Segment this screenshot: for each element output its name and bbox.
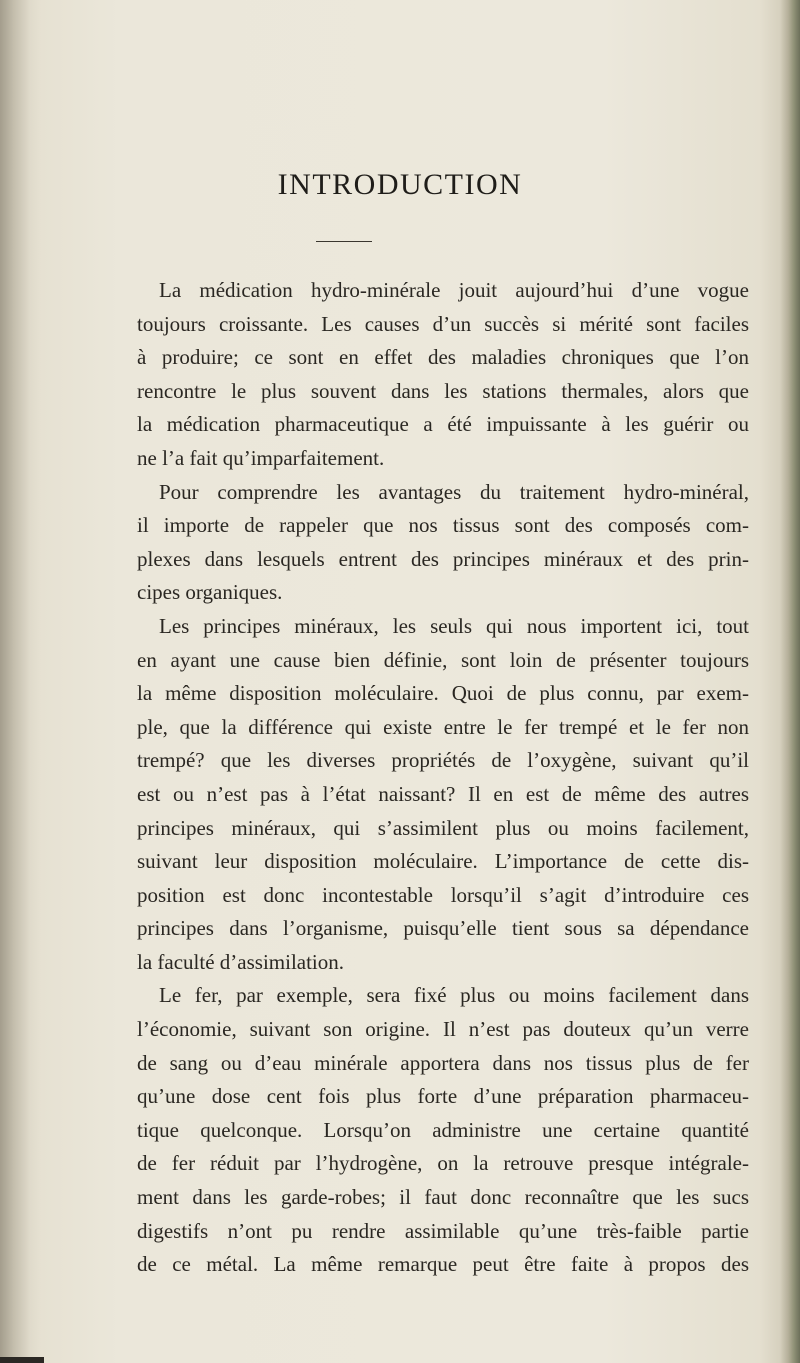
text-line: à produire; ce sont en effet des maladies chroniques que l’on <box>137 345 749 370</box>
text-line: La médication hydro-minérale jouit aujourd’hui d’une vogue <box>159 278 749 302</box>
text-line: la faculté d’assimilation. <box>137 949 345 974</box>
text-line: il importe de rappeler que nos tissus sont des composés com- <box>137 513 749 538</box>
text-line: Les principes minéraux, les seuls qui nous importent ici, tout <box>159 613 749 638</box>
title-rule <box>316 241 372 242</box>
text-line: de sang ou d’eau minérale apportera dans nos tissus plus de fer <box>137 1050 749 1075</box>
text-line: principes dans l’organisme, puisqu’elle tient sous sa dépendance <box>137 916 749 941</box>
text-line: l’économie, suivant son origine. Il n’est pas douteux qu’un verre <box>137 1017 749 1042</box>
text-line: ple, que la différence qui existe entre le fer trempé et le fer non <box>137 714 749 739</box>
text-line: de ce métal. La même remarque peut être faite à propos des <box>137 1252 749 1277</box>
text-line: en ayant une cause bien définie, sont loin de présenter toujours <box>137 647 749 672</box>
text-line: toujours croissante. Les causes d’un succès si mérité sont faciles <box>137 311 749 336</box>
text-line: rencontre le plus souvent dans les stations thermales, alors que <box>137 378 749 403</box>
text-line: plexes dans lesquels entrent des principes minéraux et des prin- <box>137 546 749 571</box>
text-line: la même disposition moléculaire. Quoi de plus connu, par exem- <box>137 681 749 706</box>
text-line: suivant leur disposition moléculaire. L’importance de cette dis- <box>137 849 749 874</box>
text-line: qu’une dose cent fois plus forte d’une préparation pharmaceu- <box>137 1084 749 1109</box>
binding-shadow <box>0 0 42 1363</box>
text-line: la médication pharmaceutique a été impuissante à les guérir ou <box>137 412 749 437</box>
page-title: INTRODUCTION <box>277 168 523 201</box>
text-line: position est donc incontestable lorsqu’il s’agit d’introduire ces <box>137 882 749 907</box>
corner-mark <box>0 1357 44 1363</box>
text-line: ne l’a fait qu’imparfaitement. <box>137 445 385 470</box>
text-line: principes minéraux, qui s’assimilent plus ou moins facilement, <box>137 815 749 840</box>
text-line: cipes organiques. <box>137 580 283 605</box>
text-line: est ou n’est pas à l’état naissant? Il en est de même des autres <box>137 781 749 806</box>
text-line: digestifs n’ont pu rendre assimilable qu’une très-faible partie <box>137 1218 749 1243</box>
text-line: ment dans les garde-robes; il faut donc reconnaître que les sucs <box>137 1185 749 1210</box>
body-text <box>137 274 749 1282</box>
text-line: de fer réduit par l’hydrogène, on la retrouve presque intégrale- <box>137 1151 749 1176</box>
text-line: tique quelconque. Lorsqu’on administre une certaine quantité <box>137 1117 749 1142</box>
text-line: Le fer, par exemple, sera fixé plus ou moins facilement dans <box>159 983 749 1008</box>
text-line: trempé? que les diverses propriétés de l’oxygène, suivant qu’il <box>137 748 749 773</box>
text-line: Pour comprendre les avantages du traitement hydro-minéral, <box>159 479 749 504</box>
page-edge <box>780 0 800 1363</box>
